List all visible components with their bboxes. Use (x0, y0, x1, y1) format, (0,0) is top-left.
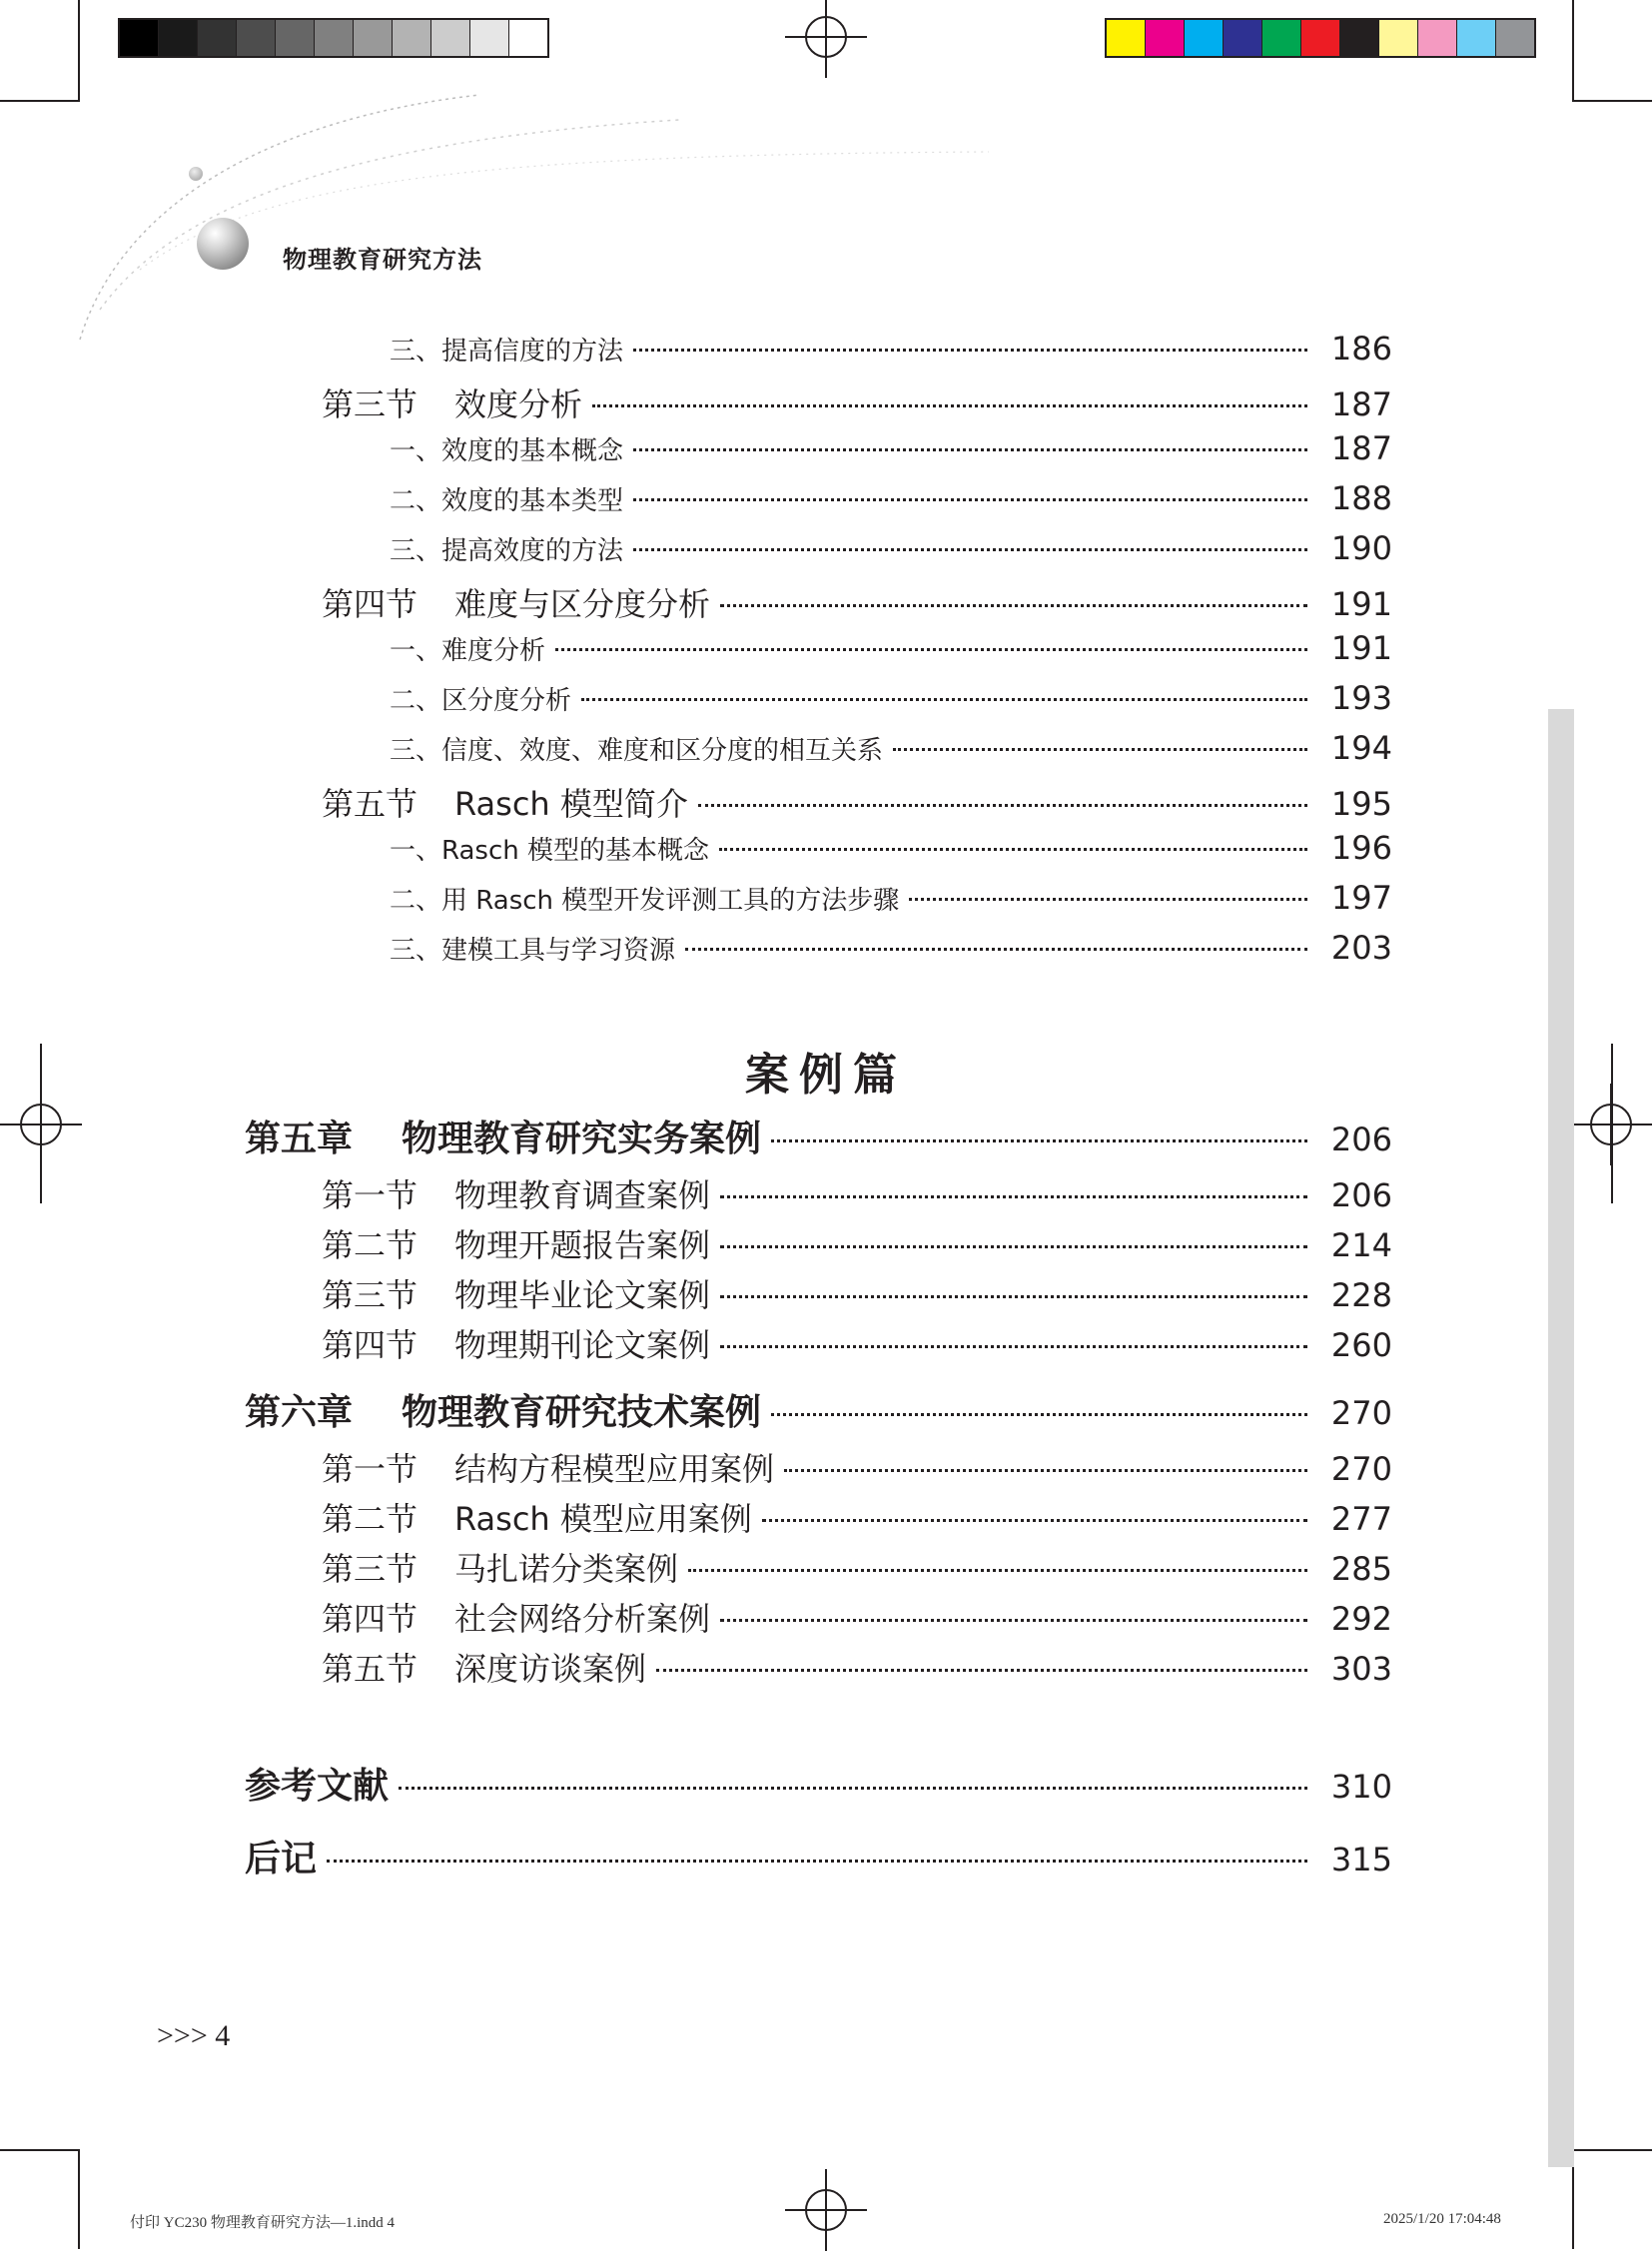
dot-leader (720, 604, 1307, 607)
toc-entry-label (390, 930, 675, 967)
toc-entry-page: 206 (1330, 1121, 1392, 1158)
color-swatch (1185, 20, 1224, 56)
toc-entry-page: 194 (1330, 729, 1392, 767)
toc-entry-label (390, 630, 545, 667)
toc-entry-number: 第二节 (322, 1226, 418, 1264)
toc-entry-title: 一、Rasch 模型的基本概念 (390, 836, 710, 866)
toc-entry-number: 第六章 (245, 1392, 354, 1433)
toc-entry-title: 物理教育调查案例 (454, 1176, 711, 1214)
toc-entry-title: 一、效度的基本概念 (390, 436, 624, 466)
toc-entry[interactable] (390, 629, 1392, 667)
toc-entry-page: 195 (1330, 785, 1392, 823)
dot-leader (762, 1519, 1307, 1522)
toc-entry-title: 效度分析 (454, 385, 583, 423)
dot-leader (720, 1245, 1307, 1248)
toc-entry-page: 196 (1330, 829, 1392, 867)
toc-entry-label (245, 1831, 317, 1881)
toc-entry[interactable] (322, 579, 1392, 625)
dot-leader (720, 1295, 1307, 1298)
bleed-gray-bar (1548, 709, 1574, 2167)
toc-entry-page: 228 (1330, 1276, 1392, 1314)
toc-entry-label (322, 1320, 710, 1366)
header-arc-decoration (60, 60, 1019, 360)
toc-entry-page: 187 (1330, 385, 1392, 423)
toc-entry-number: 第五章 (245, 1119, 354, 1159)
color-swatch (1224, 20, 1262, 56)
toc-entry-label (390, 880, 899, 917)
toc-entry-label (322, 579, 710, 625)
toc-entry-page: 260 (1330, 1326, 1392, 1364)
color-swatch (1146, 20, 1185, 56)
toc-entry[interactable] (245, 1758, 1392, 1809)
toc-entry-page: 315 (1330, 1841, 1392, 1878)
dot-leader (581, 698, 1307, 701)
toc-entry-title: 三、提高信度的方法 (390, 337, 624, 367)
toc-entry-label (322, 1170, 710, 1216)
toc-entry-page: 270 (1330, 1450, 1392, 1488)
dot-leader (893, 748, 1307, 751)
toc-entry-title: 二、区分度分析 (390, 686, 572, 716)
running-header-title: 物理教育研究方法 (283, 246, 482, 274)
toc-entry-number: 第四节 (322, 1600, 418, 1638)
toc-entry-title: 二、效度的基本类型 (390, 486, 624, 516)
color-swatch (1262, 20, 1301, 56)
toc-entry-title: 马扎诺分类案例 (454, 1550, 679, 1588)
toc-entry-label (390, 331, 623, 368)
toc-entry-label (390, 530, 623, 567)
toc-entry-title: 物理期刊论文案例 (454, 1326, 711, 1364)
color-swatch (1301, 20, 1340, 56)
toc-entry-page: 270 (1330, 1394, 1392, 1432)
toc-entry-number: 第四节 (322, 1326, 418, 1364)
gray-swatch (120, 20, 159, 56)
gray-swatch (470, 20, 509, 56)
toc-entry[interactable] (322, 1320, 1392, 1366)
toc-entry-title: 物理教育研究技术案例 (402, 1392, 762, 1433)
toc-entry[interactable] (390, 330, 1392, 368)
color-swatch (1340, 20, 1379, 56)
toc-entry-number: 第三节 (322, 1550, 418, 1588)
dot-leader (688, 1569, 1307, 1572)
toc-entry[interactable] (322, 1594, 1392, 1640)
toc-entry-page: 214 (1330, 1226, 1392, 1264)
toc-entry[interactable] (390, 829, 1392, 867)
decorative-dot (189, 167, 203, 181)
toc-entry-label (390, 430, 623, 467)
toc-entry[interactable] (322, 1644, 1392, 1690)
part-title: 案例篇 (745, 1050, 907, 1101)
toc-entry-label (390, 730, 883, 767)
toc-entry-label (322, 1644, 646, 1690)
toc-entry-title: 三、信度、效度、难度和区分度的相互关系 (390, 736, 884, 766)
toc-entry-label (390, 830, 709, 867)
color-swatch (1107, 20, 1146, 56)
color-swatch (1418, 20, 1457, 56)
toc-entry-page: 203 (1330, 929, 1392, 967)
gray-swatch (393, 20, 431, 56)
toc-entry-label (322, 1544, 678, 1590)
dot-leader (909, 898, 1307, 901)
toc-entry-page: 292 (1330, 1600, 1392, 1638)
toc-entry-number: 第三节 (322, 1276, 418, 1314)
dot-leader (633, 548, 1307, 551)
toc-entry-number: 第五节 (322, 785, 418, 823)
color-swatch (1496, 20, 1534, 56)
toc-entry-title: 后记 (245, 1839, 318, 1879)
toc-entry-number: 第四节 (322, 585, 418, 623)
toc-entry-label (245, 1758, 389, 1809)
dot-leader (327, 1860, 1307, 1863)
color-swatch (1379, 20, 1418, 56)
gray-swatch (315, 20, 354, 56)
toc-entry[interactable] (390, 929, 1392, 967)
toc-entry-page: 285 (1330, 1550, 1392, 1588)
toc-entry-page: 191 (1330, 629, 1392, 667)
toc-entry[interactable] (390, 729, 1392, 767)
registration-mark-bottom-icon (785, 2169, 867, 2251)
toc-entry-title: Rasch 模型简介 (454, 785, 688, 823)
dot-leader (592, 404, 1307, 407)
toc-entry[interactable] (390, 529, 1392, 567)
dot-leader (771, 1413, 1307, 1416)
dot-leader (399, 1787, 1307, 1790)
dot-leader (784, 1469, 1307, 1472)
toc-entry-title: 物理教育研究实务案例 (402, 1119, 762, 1159)
print-slug-file: 付印 YC230 物理教育研究方法—1.indd 4 (130, 2215, 396, 2231)
toc-entry-title: 结构方程模型应用案例 (454, 1450, 775, 1488)
dot-leader (698, 804, 1307, 807)
dot-leader (633, 448, 1307, 451)
gray-swatch (431, 20, 470, 56)
toc-entry-number: 第一节 (322, 1176, 418, 1214)
toc-entry-page: 303 (1330, 1650, 1392, 1688)
toc-entry[interactable] (322, 779, 1392, 825)
toc-entry-label (245, 1111, 761, 1161)
toc-entry[interactable] (390, 879, 1392, 917)
toc-entry[interactable] (322, 1444, 1392, 1490)
toc-entry-page: 193 (1330, 679, 1392, 717)
toc-entry-title: 社会网络分析案例 (454, 1600, 711, 1638)
dot-leader (720, 1619, 1307, 1622)
toc-entry-title: 物理开题报告案例 (454, 1226, 711, 1264)
dot-leader (633, 349, 1307, 352)
toc-entry[interactable] (245, 1831, 1392, 1881)
dot-leader (555, 648, 1307, 651)
toc-entry-number: 第三节 (322, 385, 418, 423)
toc-entry-page: 187 (1330, 429, 1392, 467)
toc-entry[interactable] (322, 1170, 1392, 1216)
toc-entry-page: 310 (1330, 1768, 1392, 1806)
toc-entry-title: 参考文献 (245, 1766, 390, 1807)
toc-entry-title: 三、提高效度的方法 (390, 536, 624, 566)
toc-entry-label (322, 1594, 710, 1640)
toc-entry-page: 186 (1330, 330, 1392, 368)
page-number: >>> 4 (157, 2019, 231, 2052)
toc-entry-number: 第二节 (322, 1500, 418, 1538)
toc-entry-page: 188 (1330, 479, 1392, 517)
toc-entry[interactable] (322, 1220, 1392, 1266)
toc-entry-label (245, 1384, 761, 1435)
dot-leader (720, 1345, 1307, 1348)
dot-leader (633, 498, 1307, 501)
toc-entry-title: 难度与区分度分析 (454, 585, 711, 623)
toc-entry-title: 三、建模工具与学习资源 (390, 936, 676, 966)
gray-scale-bar (118, 18, 549, 58)
toc-entry[interactable] (390, 429, 1392, 467)
toc-entry[interactable] (245, 1111, 1392, 1161)
gray-swatch (509, 20, 547, 56)
toc-entry-title: 一、难度分析 (390, 636, 546, 666)
gray-swatch (354, 20, 393, 56)
toc-entry-label (322, 1494, 752, 1540)
toc-entry[interactable] (322, 1494, 1392, 1540)
dot-leader (720, 1195, 1307, 1198)
toc-entry-page: 197 (1330, 879, 1392, 917)
toc-entry-title: 物理毕业论文案例 (454, 1276, 711, 1314)
toc-entry-title: 二、用 Rasch 模型开发评测工具的方法步骤 (390, 886, 900, 916)
toc-entry-label (322, 1220, 710, 1266)
toc-entry-label (322, 1444, 774, 1490)
toc-entry[interactable] (322, 1544, 1392, 1590)
toc-entry-label (390, 680, 571, 717)
toc-entry-label (322, 779, 688, 825)
print-slug-time: 2025/1/20 17:04:48 (1383, 2211, 1501, 2227)
toc-entry[interactable] (245, 1384, 1392, 1435)
toc-entry-label (322, 1270, 710, 1316)
toc-entry[interactable] (322, 379, 1392, 425)
toc-entry[interactable] (390, 479, 1392, 517)
toc-entry[interactable] (390, 679, 1392, 717)
toc-entry-label (390, 480, 623, 517)
toc-entry-number: 第五节 (322, 1650, 418, 1688)
toc-entry-page: 191 (1330, 585, 1392, 623)
dot-leader (685, 948, 1307, 951)
toc-entry-title: 深度访谈案例 (454, 1650, 647, 1688)
toc-entry-number: 第一节 (322, 1450, 418, 1488)
dot-leader (771, 1139, 1307, 1142)
toc-entry-page: 277 (1330, 1500, 1392, 1538)
toc-entry[interactable] (322, 1270, 1392, 1316)
gray-swatch (276, 20, 315, 56)
header-orb-icon (197, 218, 249, 270)
dot-leader (656, 1669, 1307, 1672)
toc-entry-page: 206 (1330, 1176, 1392, 1214)
toc-entry-page: 190 (1330, 529, 1392, 567)
toc-entry-title: Rasch 模型应用案例 (454, 1500, 752, 1538)
gray-swatch (198, 20, 237, 56)
dot-leader (719, 848, 1307, 851)
color-scale-bar (1105, 18, 1536, 58)
gray-swatch (237, 20, 276, 56)
color-swatch (1457, 20, 1496, 56)
toc-entry-label (322, 379, 582, 425)
gray-swatch (159, 20, 198, 56)
